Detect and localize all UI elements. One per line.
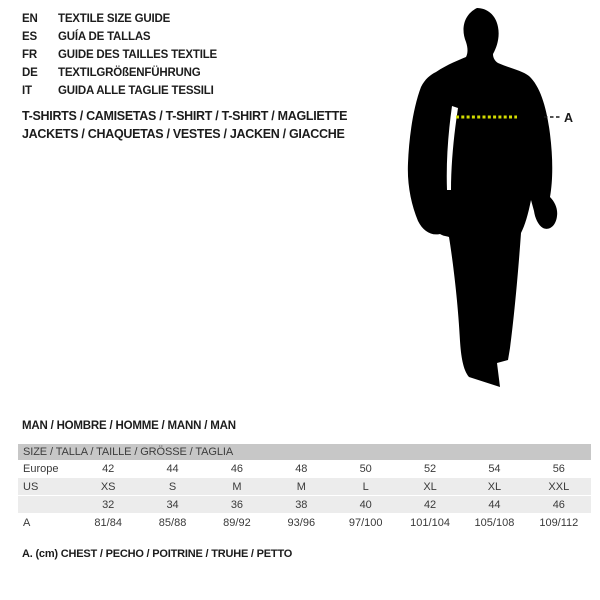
size-cell: 101/104 [410, 516, 450, 529]
size-cell: M [232, 480, 242, 493]
size-cell: L [362, 480, 369, 493]
man-silhouette-figure [395, 0, 600, 400]
garment-type-lines [22, 107, 347, 143]
size-cell: 54 [488, 462, 501, 475]
language-row-fr [22, 46, 217, 64]
language-row-it [22, 82, 217, 100]
size-cell: 50 [359, 462, 372, 475]
language-row-en [22, 10, 217, 28]
size-table-body [18, 460, 591, 532]
section-title-man: MAN / HOMBRE / HOMME / MANN / MAN [22, 420, 236, 432]
size-cell: 52 [423, 462, 437, 475]
size-table-row-a [18, 514, 591, 532]
language-list [22, 10, 217, 100]
size-cell: M [296, 480, 306, 493]
size-cell: 109/112 [539, 516, 579, 529]
size-table [18, 444, 591, 532]
measurement-footnote: A. (cm) CHEST / PECHO / POITRINE / TRUHE / PETTO [22, 548, 293, 560]
size-cell: 56 [552, 462, 565, 475]
size-cell: XL [423, 480, 437, 493]
size-cell: 40 [359, 498, 372, 511]
size-row-label: US [23, 480, 39, 493]
size-cell: 93/96 [287, 516, 316, 529]
size-cell: 38 [295, 498, 308, 511]
garment-line-jackets: JACKETS / CHAQUETAS / VESTES / JACKEN / GIACCHE [22, 127, 345, 141]
size-cell: 81/84 [94, 516, 122, 529]
size-cell: XXL [548, 480, 570, 493]
size-cell: 42 [423, 498, 437, 511]
size-table-header: SIZE / TALLA / TAILLE / GRÖSSE / TAGLIA [18, 444, 591, 460]
size-cell: 34 [166, 498, 179, 511]
size-row-label: A [23, 516, 31, 529]
language-code: ES [22, 31, 37, 43]
measure-label-a: A [564, 111, 574, 125]
size-cell: 36 [230, 498, 244, 511]
size-cell: 105/108 [474, 516, 515, 529]
language-label: TEXTILGRÖßENFÜHRUNG [58, 67, 201, 79]
man-silhouette-icon [408, 8, 557, 387]
language-code: FR [22, 49, 37, 61]
language-code: EN [22, 13, 38, 25]
language-label: GUÍA DE TALLAS [58, 31, 151, 43]
size-cell: 48 [295, 462, 308, 475]
language-code: IT [22, 85, 32, 97]
language-label: GUIDA ALLE TAGLIE TESSILI [58, 85, 214, 97]
garment-line-tshirts: T-SHIRTS / CAMISETAS / T-SHIRT / T-SHIRT / MAGLIETTE [22, 109, 348, 123]
size-row-label: Europe [23, 462, 59, 475]
size-cell: 44 [166, 462, 179, 475]
size-cell: XL [487, 480, 502, 493]
language-label: TEXTILE SIZE GUIDE [58, 13, 171, 25]
size-cell: 42 [102, 462, 115, 475]
size-cell: 85/88 [158, 516, 187, 529]
size-cell: S [168, 480, 177, 493]
size-cell: 44 [488, 498, 501, 511]
size-cell: 46 [552, 498, 565, 511]
size-cell: 89/92 [223, 516, 251, 529]
size-table-row-alt [18, 496, 591, 514]
language-code: DE [22, 67, 38, 79]
size-cell: 97/100 [348, 516, 383, 529]
language-row-de [22, 64, 217, 82]
size-cell: XS [100, 480, 116, 493]
size-cell: 32 [102, 498, 115, 511]
language-row-es [22, 28, 217, 46]
size-table-row-us [18, 478, 591, 496]
language-label: GUIDE DES TAILLES TEXTILE [58, 49, 217, 61]
size-table-row-europe [18, 460, 591, 478]
size-cell: 46 [230, 462, 244, 475]
